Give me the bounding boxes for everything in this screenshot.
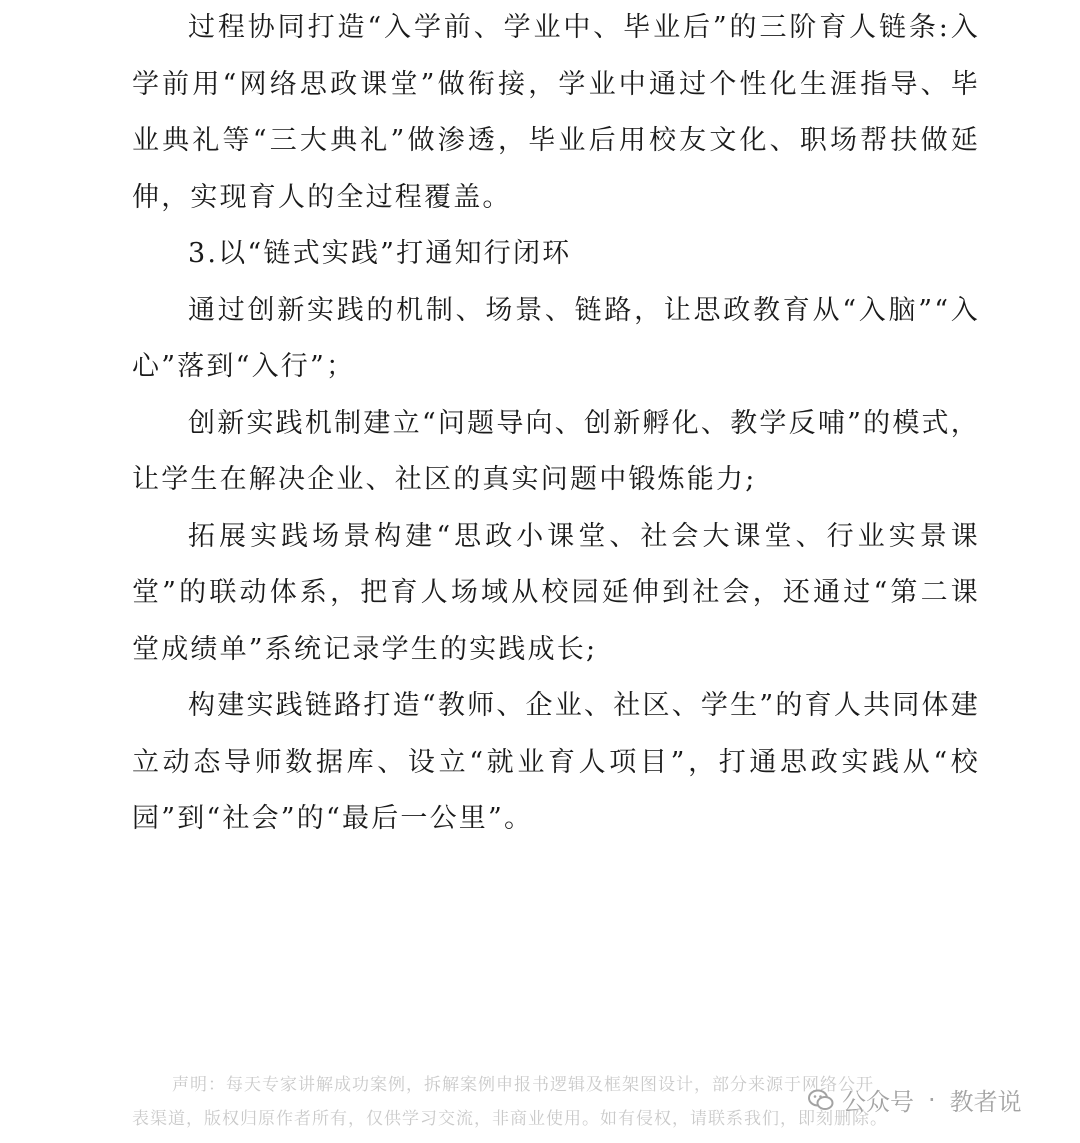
wechat-watermark (808, 1082, 1022, 1117)
disclaimer-line-2: 表渠道，版权归原作者所有，仅供学习交流，非商业使用。如有侵权，请联系我们，即刻删除。 (132, 1109, 888, 1129)
disclaimer-line-1: 声明：每天专家讲解成功案例，拆解案例申报书逻辑及框架图设计，部分来源于网络公开 (172, 1075, 874, 1095)
watermark-account: 教者说 (949, 1088, 1022, 1116)
paragraph-three-stage-chain: 过程协同打造“入学前、学业中、毕业后”的三阶育人链条:入学前用“网络思政课堂”做衔接，学业中通过个性化生涯指导、毕业典礼等“三大典礼”做渗透，毕业后用校友文化、职场帮扶做延伸，实现育人的全过程覆盖。 (132, 12, 980, 213)
paragraph-practice-chain: 构建实践链路打造“教师、企业、社区、学生”的育人共同体建立动态导师数据库、设立“就业育人项目”，打通思政实践从“校园”到“社会”的“最后一公里”。 (132, 690, 980, 834)
section-heading-chain-practice: 3.以“链式实践”打通知行闭环 (188, 238, 572, 269)
paragraph-practice-mechanism: 创新实践机制建立“问题导向、创新孵化、教学反哺”的模式，让学生在解决企业、社区的真实问题中锻炼能力; (132, 407, 980, 495)
paragraph-practice-scenes: 拓展实践场景构建“思政小课堂、社会大课堂、行业实景课堂”的联动体系，把育人场域从校园延伸到社会，还通过“第二课堂成绩单”系统记录学生的实践成长; (132, 520, 980, 665)
watermark-separator: · (928, 1085, 936, 1114)
watermark-label: 公众号 (842, 1088, 914, 1116)
document-body (132, 0, 980, 848)
paragraph-practice-intro: 通过创新实践的机制、场景、链路，让思政教育从“入脑”“入心”落到“入行”； (132, 294, 980, 382)
wechat-icon (808, 1089, 834, 1111)
